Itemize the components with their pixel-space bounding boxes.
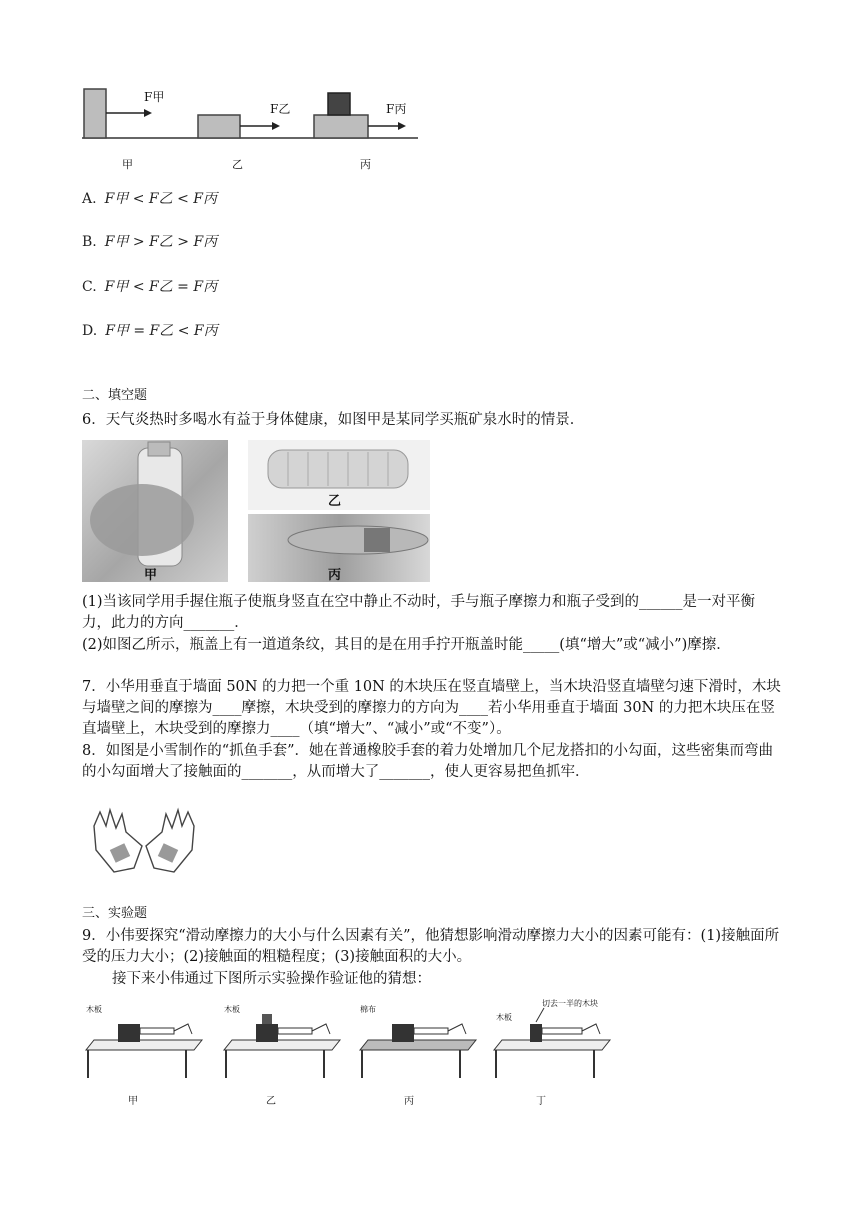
panel-yi-label: 乙 — [266, 1096, 276, 1107]
option-b-expr: F甲 > F乙 > F丙 — [104, 234, 218, 250]
panel-jia-surface: 木板 — [86, 1005, 102, 1014]
q6-part2: (2)如图乙所示，瓶盖上有一道道条纹，其目的是在用手拧开瓶盖时能_____(填“增大”或“减小”)摩擦． — [82, 637, 731, 653]
option-b[interactable] — [82, 231, 217, 251]
q6-photo-bing — [248, 514, 430, 582]
section-fill-blank-heading: 二、填空题 — [82, 388, 148, 403]
panel-ding-label: 丁 — [536, 1096, 546, 1107]
panel-yi — [220, 994, 344, 1106]
figure-label-bing: 丙 — [360, 158, 371, 171]
option-b-letter: B. — [82, 234, 97, 250]
option-a-expr: F甲 < F乙 < F丙 — [104, 191, 217, 207]
force-label-yi: F乙 — [270, 102, 291, 116]
gloves-icon — [84, 806, 204, 878]
q6-photo-yi — [248, 440, 430, 510]
panel-jia-label: 甲 — [128, 1096, 138, 1107]
section-experiment-heading: 三、实验题 — [82, 906, 148, 921]
q6-label-yi: 乙 — [328, 494, 342, 509]
block-bing-top — [328, 93, 350, 115]
figure-label-jia: 甲 — [122, 158, 133, 171]
option-d-letter: D. — [82, 323, 98, 339]
option-d-expr: F甲 = F乙 < F丙 — [105, 323, 218, 339]
q7-text: 7．小华用垂直于墙面 50N 的力把一个重 10N 的木块压在竖直墙壁上，当木块沿竖直墙壁匀速下滑时，木块与墙壁之间的摩擦为____摩擦，木块受到的摩擦力的方向为____若小华用垂直于墙面 30N 的力把木块压在竖直墙壁上，木块受到的摩擦力____（填“增大”、“减小”或“不变”）。 — [82, 679, 781, 737]
figure-force-comparison — [80, 86, 420, 176]
panel-ding — [490, 994, 614, 1106]
panel-bing-surface: 棉布 — [360, 1005, 376, 1014]
option-a[interactable] — [82, 188, 217, 208]
option-a-letter: A. — [82, 191, 97, 207]
block-yi — [198, 115, 240, 138]
q9-stem: 9．小伟要探究“滑动摩擦力的大小与什么因素有关”，他猜想影响滑动摩擦力大小的因素可能有：(1)接触面所受的压力大小；(2)接触面的粗糙程度；(3)接触面积的大小。 — [82, 928, 780, 965]
option-c-letter: C. — [82, 279, 97, 295]
q6-label-bing: 丙 — [328, 568, 342, 583]
q6-stem: 6．天气炎热时多喝水有益于身体健康，如图甲是某同学买瓶矿泉水时的情景． — [82, 412, 585, 428]
gloves-figure — [84, 806, 204, 878]
panel-ding-surface: 木板 — [496, 1013, 512, 1022]
panel-yi-surface: 木板 — [224, 1005, 240, 1014]
block-bing — [314, 115, 368, 138]
q6-figure — [82, 440, 430, 582]
panel-bing — [356, 994, 480, 1106]
figure-label-yi: 乙 — [232, 158, 243, 171]
q6-label-jia: 甲 — [144, 568, 158, 583]
block-jia — [84, 89, 106, 138]
q6-part1: (1)当该同学用手握住瓶子使瓶身竖直在空中静止不动时，手与瓶子摩擦力和瓶子受到的______是一对平衡力，此力的方向_______． — [82, 594, 756, 631]
force-label-bing: F丙 — [386, 102, 407, 116]
q8-text: 8．如图是小雪制作的“抓鱼手套”．她在普通橡胶手套的着力处增加几个尼龙搭扣的小勾面，这些密集而弯曲的小勾面增大了接触面的_______，从而增大了_______，使人更容易把鱼抓牢． — [82, 743, 774, 780]
q6-photo-jia — [82, 440, 228, 582]
option-c-expr: F甲 < F乙 = F丙 — [104, 279, 218, 295]
q9-line2: 接下来小伟通过下图所示实验操作验证他的猜想： — [112, 971, 431, 987]
panel-ding-note: 切去一半的木块 — [542, 999, 598, 1008]
experiment-figure — [82, 994, 602, 1106]
option-d[interactable] — [82, 320, 218, 340]
option-c[interactable] — [82, 276, 217, 296]
panel-bing-label: 丙 — [404, 1096, 414, 1107]
force-label-jia: F甲 — [144, 90, 165, 104]
panel-jia — [82, 994, 206, 1106]
